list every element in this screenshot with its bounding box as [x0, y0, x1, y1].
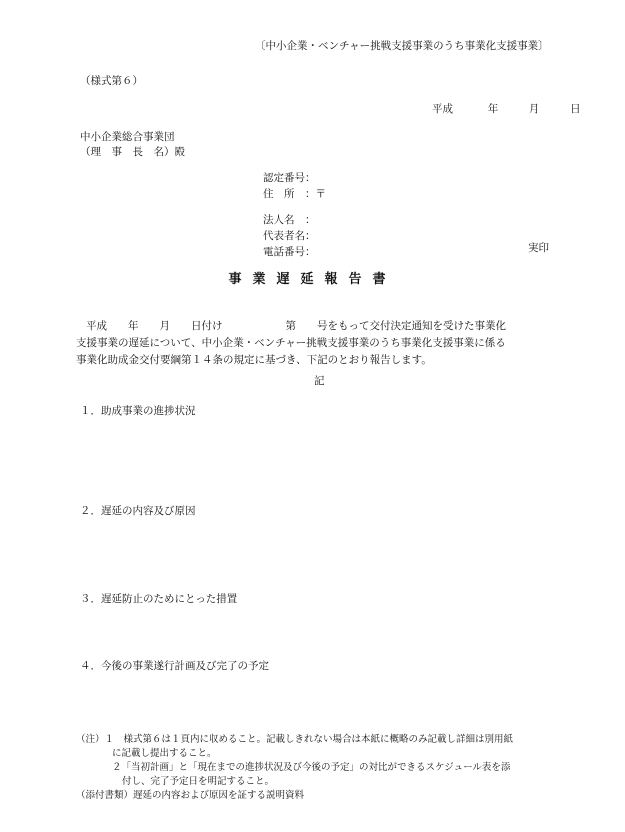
date-day: 日 [570, 103, 581, 115]
body-line-1: 平成 年 月 日付け 第 号をもって交付決定通知を受けた事業化 [86, 320, 506, 332]
date-line [432, 103, 581, 116]
address-label: 住 所 ：〒 [263, 188, 326, 200]
cert-number-label: 認定番号： [263, 172, 316, 184]
item-progress: １．助成事業の進捗状況 [80, 405, 196, 417]
item-future-plan: ４．今後の事業遂行計画及び完了の予定 [80, 660, 269, 672]
addressee [80, 130, 185, 159]
note-1a: （注）１ 様式第６は１頁内に収めること。記載しきれない場合は本紙に概略のみ記載し詳細は別用紙 [76, 734, 514, 745]
form-number: （様式第６） [80, 75, 143, 87]
attachment-note: （添付書類）遅延の内容および原因を証する説明資料 [76, 790, 305, 801]
body-line-2: 支援事業の遅延について、中小企業・ベンチャー挑戦支援事業のうち事業化支援事業に係る [76, 337, 506, 349]
program-name: 〔中小企業・ベンチャー挑戦支援事業のうち事業化支援事業〕 [255, 40, 549, 52]
addressee-org: 中小企業総合事業団 [80, 131, 175, 143]
applicant-block [263, 170, 326, 260]
date-era: 平成 [432, 103, 453, 115]
date-year: 年 [487, 103, 499, 115]
note-1b: に記載し提出すること。 [112, 748, 217, 759]
notes [76, 733, 513, 803]
ki-label: 記 [314, 375, 325, 387]
date-month: 月 [528, 103, 540, 115]
body-text [76, 318, 556, 369]
body-line-3: 事業化助成金交付要綱第１４条の規定に基づき、下記のとおり報告します。 [76, 354, 432, 366]
note-2b: 付し、完了予定日を明記すること。 [122, 776, 275, 787]
item-prevention: ３．遅延防止のためにとった措置 [80, 593, 238, 605]
item-delay-cause: ２．遅延の内容及び原因 [80, 505, 196, 517]
seal-label: 実印 [528, 242, 549, 254]
addressee-title: （理 事 長 名）殿 [80, 145, 185, 158]
phone-label: 電話番号： [263, 246, 316, 258]
representative-label: 代表者名： [263, 230, 316, 242]
corporation-label: 法人名 ： [263, 214, 316, 226]
document-title: 事業遅延報告書 [228, 272, 397, 287]
note-2a: ２「当初計画」と「現在までの進捗状況及び今後の予定」の対比ができるスケジュール表を添 [112, 762, 511, 773]
